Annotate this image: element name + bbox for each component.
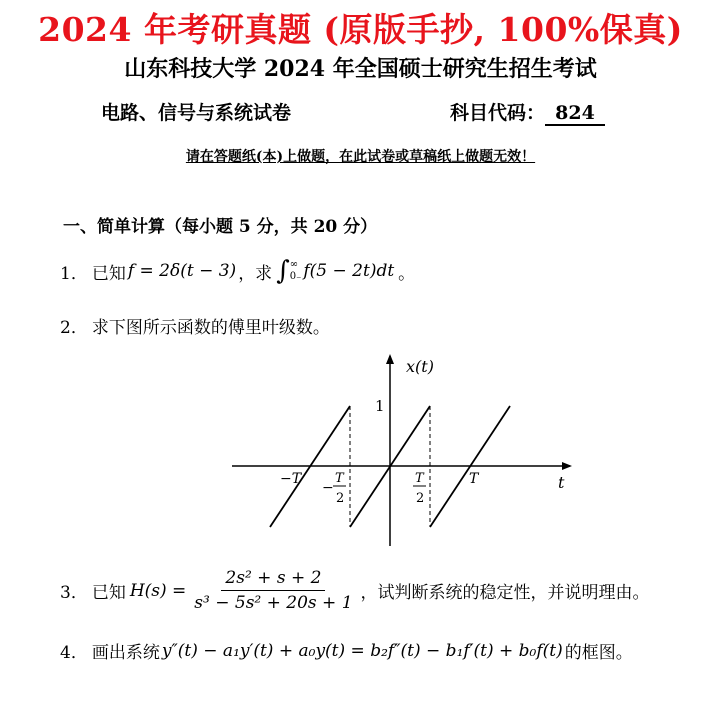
integral-lower: 0₋ [289,271,302,282]
question-number: 4． [60,643,88,663]
x-axis-label: t [558,473,565,492]
tick-half-numerator: T [415,471,424,486]
question-text: ，求 [238,263,273,284]
question-4 [60,638,633,663]
question-number: 2． [60,318,88,338]
question-text: ，试判断系统的稳定性，并说明理由。 [360,583,650,603]
question-number: 1． [60,263,88,284]
exam-subtitle: 山东科技大学 2024 年全国硕士研究生招生考试 [124,56,597,82]
amplitude-label: 1 [375,397,385,415]
banner-title: 2024 年考研真题 (原版手抄, 100%保真) [38,10,683,49]
tick-half-denominator: 2 [336,491,345,506]
notice: 请在答题纸(本)上做题，在此试卷或草稿纸上做题无效！ [185,149,536,165]
question-text: 已知 [91,583,126,603]
subject-code-value: 824 [545,102,605,126]
tick-pos-T: T [469,471,479,487]
question-number: 3． [60,583,88,603]
fraction-numerator: 2s² + s + 2 [221,568,325,591]
tick-half-numerator: T [335,471,344,486]
integral-upper: ∞ [289,259,299,270]
question-3 [60,568,650,613]
exam-name: 电路、信号与系统试卷 [101,102,292,124]
math-given: f = 2δ(t − 3) [127,261,237,281]
question-text: 。 [398,263,416,284]
integral-sign: ∫ [276,256,290,286]
question-text: 已知 [91,263,126,284]
tick-half-denominator: 2 [416,491,425,506]
section-heading: 一、简单计算（每小题 5 分，共 20 分） [63,217,378,237]
question-text: 的框图。 [564,643,633,663]
subject-code-label: 科目代码： [450,102,546,124]
y-axis-label: x(t) [406,357,434,376]
math-lhs: H(s) = [129,580,187,601]
math-equation: y″(t) − a₁y′(t) + a₀y(t) = b₂f″(t) − b₁f′(t) + b₀f(t) [161,640,563,661]
math-integrand: f(5 − 2t)dt [303,261,395,281]
fraction-denominator: s³ − 5s² + 20s + 1 [194,593,353,613]
question-text: 画出系统 [91,643,160,663]
tick-neg-sign: − [322,480,334,496]
question-text: 求下图所示函数的傅里叶级数。 [91,318,330,338]
transfer-function-fraction [190,568,356,613]
tick-neg-T: −T [280,471,302,487]
